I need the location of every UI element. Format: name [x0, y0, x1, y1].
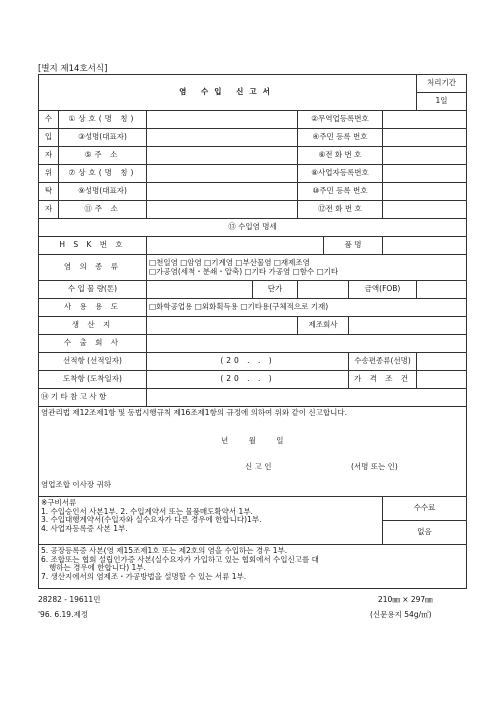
- declarant-label: 신 고 인: [245, 462, 272, 471]
- arrival-date-field[interactable]: (20 . . ): [147, 371, 349, 389]
- revision-date: '96. 6.19.제정: [38, 610, 88, 619]
- declaration-date: 년 월 일: [221, 436, 284, 445]
- required-document-1: 1. 수입승인서 사본1부. 2. 수입계약서 또는 물품매도확약서 1부.: [41, 506, 253, 516]
- consignor-phone-field[interactable]: [383, 201, 467, 219]
- importer-phone-field[interactable]: [383, 147, 467, 165]
- price-terms-label: 가 격 조 건: [349, 371, 417, 389]
- importer-side-label-2: 입: [39, 129, 59, 147]
- required-document-2: 3. 수입대행계약서(수입자와 실수요자가 다른 경우에 한합니다)1부.: [41, 515, 262, 525]
- required-document-4: 5. 공장등록증 사본(영 제15조제1호 또는 제2호의 염을 수입하는 경우 1부.: [41, 546, 288, 555]
- required-documents-block: [39, 497, 383, 545]
- importer-phone-label: ⑥전 화 번 호: [298, 147, 383, 165]
- consignor-address-label: ⑪주 소: [59, 201, 147, 219]
- item-name-label: 품 명: [324, 237, 383, 255]
- consignor-biz-reg-field[interactable]: [383, 165, 467, 183]
- fee-label: 수수료: [383, 497, 467, 521]
- other-notes-label: ⑭ 기 타 참 고 사 항: [39, 389, 147, 407]
- manufacturer-label: 제조회사: [298, 317, 349, 335]
- salt-type-options-line-2[interactable]: □가공염(세척・분쇄・압축) □기타 가공염 □함수 □기타: [149, 266, 339, 276]
- fob-amount-field[interactable]: [417, 281, 467, 299]
- importer-name-field[interactable]: [147, 111, 298, 129]
- import-quantity-field[interactable]: [147, 281, 253, 299]
- exporter-field[interactable]: [147, 335, 467, 353]
- importer-rep-label: ③성명(대표자): [59, 129, 147, 147]
- importer-name-label: ①상호(명 칭): [59, 111, 147, 129]
- importer-address-field[interactable]: [147, 147, 298, 165]
- required-document-3: 4. 사업자등록증 사본 1부.: [41, 523, 128, 533]
- processing-period-label: 처리기간: [417, 75, 467, 93]
- required-document-5: 6. 조합또는 협회 설립인가증 사본(실수요자가 가입하고 있는 협회에서 수입신고를 대: [41, 554, 319, 564]
- origin-field[interactable]: [147, 317, 298, 335]
- manufacturer-field[interactable]: [349, 317, 467, 335]
- consignor-rep-field[interactable]: [147, 183, 298, 201]
- importer-side-label-1: 수: [39, 111, 59, 129]
- importer-rep-field[interactable]: [147, 129, 298, 147]
- form-code: 28282 - 19611민: [38, 595, 101, 604]
- consignor-phone-label: ⑫전 화 번 호: [298, 201, 383, 219]
- arrival-port-label: 도착항 (도착일자): [39, 371, 147, 389]
- salt-details-section-title: ⑬ 수입염 명세: [39, 219, 467, 237]
- fee-value: 없음: [383, 521, 467, 545]
- required-document-5-cont: 행하는 경우에 한합니다) 1부.: [49, 563, 146, 573]
- consignor-side-label-3: 자: [39, 201, 59, 219]
- hsk-number-field[interactable]: [147, 237, 324, 255]
- required-documents-continued: [39, 545, 467, 589]
- hsk-number-label: H S K 번 호: [39, 237, 147, 255]
- importer-side-label-3: 자: [39, 147, 59, 165]
- consignor-side-label-2: 탁: [39, 183, 59, 201]
- form-title: 염 수입 신고서: [39, 75, 417, 111]
- other-notes-field[interactable]: [147, 389, 467, 407]
- salt-type-label: 염 의 종 류: [39, 255, 147, 281]
- fob-amount-label: 금액(FOB): [349, 281, 417, 299]
- usage-options[interactable]: □화학공업용 □외화획득용 □기타용(구체적으로 기재): [147, 299, 467, 317]
- declaration-block: [39, 407, 467, 497]
- form-number-label: [별지 제14호서식]: [38, 64, 108, 74]
- consignor-side-label-1: 위: [39, 165, 59, 183]
- paper-spec: (신문용지 54g/㎡): [370, 610, 432, 619]
- addressee-label: 염업조합 이사장 귀하: [41, 480, 111, 489]
- price-terms-field[interactable]: [417, 371, 467, 389]
- transport-type-field[interactable]: [417, 353, 467, 371]
- importer-trade-reg-field[interactable]: [383, 111, 467, 129]
- required-document-6: 7. 생산지에서의 염제조・가공방법을 설명할 수 있는 서류 1부.: [41, 571, 247, 581]
- consignor-name-label: ⑦상호(명 칭): [59, 165, 147, 183]
- consignor-biz-reg-label: ⑧사업자등록번호: [298, 165, 383, 183]
- consignor-rep-label: ⑨성명(대표자): [59, 183, 147, 201]
- import-quantity-label: 수 입 물 량(톤): [39, 281, 147, 299]
- importer-trade-reg-label: ②무역업등록번호: [298, 111, 383, 129]
- origin-label: 생 산 지: [39, 317, 147, 335]
- importer-resident-no-field[interactable]: [383, 129, 467, 147]
- consignor-name-field[interactable]: [147, 165, 298, 183]
- signature-label: (서명 또는 인): [351, 462, 398, 471]
- processing-period-value: 1일: [417, 93, 467, 111]
- usage-label: 사 용 용 도: [39, 299, 147, 317]
- consignor-resident-no-label: ⑩주민 등록 번호: [298, 183, 383, 201]
- shipping-date-field[interactable]: (20 . . ): [147, 353, 349, 371]
- consignor-address-field[interactable]: [147, 201, 298, 219]
- salt-import-declaration-form: [38, 74, 467, 589]
- paper-size: 210㎜ × 297㎜: [378, 595, 433, 604]
- exporter-label: 수 출 회 사: [39, 335, 147, 353]
- importer-resident-no-label: ④주민 등록 번호: [298, 129, 383, 147]
- shipping-port-label: 선적항 (선적일자): [39, 353, 147, 371]
- importer-address-label: ⑤주 소: [59, 147, 147, 165]
- salt-type-options[interactable]: [147, 255, 467, 281]
- unit-price-label: 단가: [253, 281, 298, 299]
- consignor-resident-no-field[interactable]: [383, 183, 467, 201]
- item-name-field[interactable]: [383, 237, 467, 255]
- salt-type-options-line-1[interactable]: □천일염 □암염 □기계염 □부산물염 □재제조염: [149, 257, 310, 267]
- transport-type-label: 수송편종류(선명): [349, 353, 417, 371]
- declaration-statement: 염관리법 제12조제1항 및 동법시행규칙 제16조제1항의 규정에 의하여 위와 같이 신고합니다.: [41, 408, 348, 417]
- unit-price-field[interactable]: [298, 281, 349, 299]
- required-documents-title: ※구비서류: [41, 498, 77, 507]
